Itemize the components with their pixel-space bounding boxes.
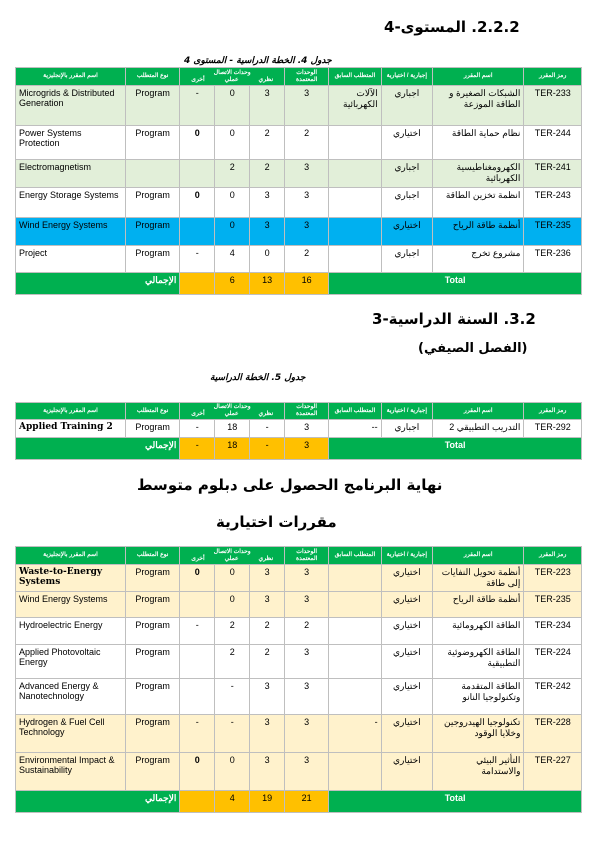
cell-type: اجباري (381, 86, 432, 126)
cell-code: TER-223 (524, 565, 582, 592)
header-theory: نظري (258, 555, 274, 562)
cell-credits: 3 (285, 160, 329, 188)
cell-theory: 3 (250, 679, 285, 715)
table-row (16, 753, 582, 791)
table-row (16, 246, 582, 273)
cell-credits: 3 (285, 679, 329, 715)
header-contact-hours (180, 403, 285, 420)
header-type: إجبارية / اختيارية (381, 68, 432, 86)
cell-practical: 0 (215, 188, 250, 218)
header-other: أخرى (191, 76, 205, 83)
cell-code: TER-243 (524, 188, 582, 218)
cell-practical: 2 (215, 618, 250, 645)
cell-type: اختياري (381, 679, 432, 715)
cell-credits: 3 (285, 188, 329, 218)
cell-prereq: الآلات الكهربائية (329, 86, 381, 126)
cell-name-en: Wind Energy Systems (16, 218, 126, 246)
cell-req: Program (125, 420, 179, 438)
cell-prereq (329, 753, 381, 791)
total-label-ar: الإجمالي (16, 791, 180, 813)
header-credits: الوحدات المعتمدة (285, 403, 329, 420)
cell-other (180, 679, 215, 715)
table-row (16, 188, 582, 218)
cell-req: Program (125, 618, 179, 645)
cell-prereq (329, 618, 381, 645)
cell-code: TER-233 (524, 86, 582, 126)
cell-practical: 2 (215, 160, 250, 188)
cell-name-ar: الطاقة الكهرومائية (433, 618, 524, 645)
table-row (16, 218, 582, 246)
cell-req: Program (125, 715, 179, 753)
cell-name-en: Energy Storage Systems (16, 188, 126, 218)
cell-prereq: -- (329, 420, 381, 438)
cell-theory: - (250, 420, 285, 438)
cell-credits: 3 (285, 753, 329, 791)
cell-theory: 3 (250, 218, 285, 246)
cell-credits: 2 (285, 618, 329, 645)
cell-practical: 4 (215, 246, 250, 273)
cell-prereq (329, 126, 381, 160)
header-row (16, 403, 582, 420)
table-row (16, 679, 582, 715)
cell-code: TER-236 (524, 246, 582, 273)
cell-name-ar: الطاقة المتقدمة وتكنولوجيا النانو (433, 679, 524, 715)
cell-code: TER-292 (524, 420, 582, 438)
cell-credits: 3 (285, 565, 329, 592)
cell-credits: 3 (285, 645, 329, 679)
table4-table (15, 67, 582, 295)
cell-prereq (329, 160, 381, 188)
cell-prereq (329, 188, 381, 218)
cell-name-ar: انظمة تخزين الطاقة (433, 188, 524, 218)
cell-name-en: Advanced Energy & Nanotechnology (16, 679, 126, 715)
cell-code: TER-228 (524, 715, 582, 753)
total-label-ar: الإجمالي (16, 438, 180, 460)
cell-type: اختياري (381, 645, 432, 679)
cell-req (125, 160, 179, 188)
cell-credits: 2 (285, 126, 329, 160)
cell-req: Program (125, 218, 179, 246)
header-contact-label: وحدات الاتصال (213, 69, 251, 76)
cell-code: TER-244 (524, 126, 582, 160)
cell-other (180, 218, 215, 246)
cell-req: Program (125, 753, 179, 791)
cell-req: Program (125, 126, 179, 160)
cell-credits: 2 (285, 246, 329, 273)
cell-theory: 2 (250, 645, 285, 679)
electives-heading: مقررات اختيارية (216, 513, 337, 531)
total-other (180, 273, 215, 295)
header-credits: الوحدات المعتمدة (285, 68, 329, 86)
cell-name-en: Microgrids & Distributed Generation (16, 86, 126, 126)
cell-name-en: Hydroelectric Energy (16, 618, 126, 645)
header-requirement: نوع المتطلب (125, 403, 179, 420)
cell-type: اجباري (381, 160, 432, 188)
cell-credits: 3 (285, 592, 329, 618)
cell-other: 0 (180, 565, 215, 592)
total-practical: 18 (215, 438, 250, 460)
header-practical: عملي (224, 411, 239, 417)
header-prereq: المتطلب السابق (329, 547, 381, 565)
header-type: إجبارية / اختيارية (381, 547, 432, 565)
total-theory: - (250, 438, 285, 460)
cell-name-en: Electromagnetism (16, 160, 126, 188)
header-theory: نظري (258, 76, 274, 83)
cell-req: Program (125, 86, 179, 126)
cell-prereq (329, 592, 381, 618)
cell-practical: 18 (215, 420, 250, 438)
cell-other: 0 (180, 753, 215, 791)
cell-credits: 3 (285, 86, 329, 126)
header-practical: عملي (224, 555, 239, 562)
header-name-en: اسم المقرر بالإنجليزية (16, 547, 126, 565)
cell-other: 0 (180, 126, 215, 160)
header-contact-hours (180, 68, 285, 86)
table-row (16, 160, 582, 188)
cell-req: Program (125, 188, 179, 218)
cell-name-ar: تكنولوجيا الهيدروجين وخلايا الوقود (433, 715, 524, 753)
header-row (16, 68, 582, 86)
header-contact-label: وحدات الاتصال (213, 548, 251, 555)
cell-name-ar: نظام حماية الطاقة (433, 126, 524, 160)
cell-name-ar: أنظمة تحويل النفايات إلى طاقة (433, 565, 524, 592)
header-name-ar: اسم المقرر (433, 68, 524, 86)
cell-name-en: Hydrogen & Fuel Cell Technology (16, 715, 126, 753)
cell-type: اجباري (381, 188, 432, 218)
cell-type: اختياري (381, 618, 432, 645)
cell-code: TER-242 (524, 679, 582, 715)
cell-code: TER-241 (524, 160, 582, 188)
cell-prereq (329, 218, 381, 246)
header-name-en: اسم المقرر بالإنجليزية (16, 68, 126, 86)
total-credits: 16 (285, 273, 329, 295)
cell-req: Program (125, 565, 179, 592)
cell-credits: 3 (285, 218, 329, 246)
header-prereq: المتطلب السابق (329, 403, 381, 420)
header-code: رمز المقرر (524, 68, 582, 86)
cell-theory: 3 (250, 592, 285, 618)
table-row (16, 86, 582, 126)
cell-other (180, 645, 215, 679)
header-contact-hours (180, 547, 285, 565)
cell-credits: 3 (285, 715, 329, 753)
header-prereq: المتطلب السابق (329, 68, 381, 86)
table-row (16, 126, 582, 160)
cell-other: - (180, 246, 215, 273)
total-row (16, 273, 582, 295)
program-end-heading: نهاية البرنامج الحصول على دبلوم متوسط (137, 476, 443, 494)
cell-type: اختياري (381, 753, 432, 791)
cell-practical: 2 (215, 645, 250, 679)
cell-theory: 0 (250, 246, 285, 273)
table5-caption: جدول 5. الخطة الدراسية (210, 373, 306, 383)
total-theory: 13 (250, 273, 285, 295)
header-name-en: اسم المقرر بالإنجليزية (16, 403, 126, 420)
cell-name-en: Waste-to-Energy Systems (16, 565, 126, 592)
total-practical: 6 (215, 273, 250, 295)
total-practical: 4 (215, 791, 250, 813)
cell-name-en: Project (16, 246, 126, 273)
total-label: Total (329, 273, 582, 295)
total-row (16, 438, 582, 460)
cell-code: TER-224 (524, 645, 582, 679)
cell-theory: 2 (250, 618, 285, 645)
table-row (16, 565, 582, 592)
table-row (16, 645, 582, 679)
summer-semester-heading: (الفصل الصيفي) (418, 341, 528, 356)
header-requirement: نوع المتطلب (125, 68, 179, 86)
cell-name-en: Applied Training 2 (16, 420, 126, 438)
cell-other: 0 (180, 188, 215, 218)
table4-caption: جدول 4. الخطة الدراسية - المستوى 4 (184, 56, 332, 66)
cell-practical: - (215, 715, 250, 753)
header-code: رمز المقرر (524, 547, 582, 565)
header-name-ar: اسم المقرر (433, 403, 524, 420)
cell-practical: 0 (215, 86, 250, 126)
cell-code: TER-234 (524, 618, 582, 645)
cell-prereq (329, 679, 381, 715)
cell-name-en: Power Systems Protection (16, 126, 126, 160)
cell-code: TER-235 (524, 218, 582, 246)
table-row (16, 420, 582, 438)
total-credits: 21 (285, 791, 329, 813)
cell-name-en: Environmental Impact & Sustainability (16, 753, 126, 791)
table6-table (15, 546, 582, 813)
table5-table (15, 402, 582, 460)
cell-practical: 0 (215, 565, 250, 592)
total-credits: 3 (285, 438, 329, 460)
header-other: أخرى (191, 555, 205, 562)
cell-theory: 2 (250, 160, 285, 188)
cell-code: TER-235 (524, 592, 582, 618)
cell-req: Program (125, 679, 179, 715)
cell-name-en: Wind Energy Systems (16, 592, 126, 618)
total-label: Total (329, 791, 582, 813)
section-heading-year3: 3.2. السنة الدراسية-3 (372, 310, 536, 328)
cell-theory: 2 (250, 126, 285, 160)
cell-name-ar: التأثير البيئي والاستدامة (433, 753, 524, 791)
total-label: Total (329, 438, 582, 460)
cell-credits: 3 (285, 420, 329, 438)
cell-name-ar: الكهرومغناطيسية الكهربائية (433, 160, 524, 188)
header-requirement: نوع المتطلب (125, 547, 179, 565)
cell-other: - (180, 420, 215, 438)
cell-req: Program (125, 592, 179, 618)
cell-other: - (180, 86, 215, 126)
cell-name-ar: الشبكات الصغيرة و الطاقة الموزعة (433, 86, 524, 126)
cell-theory: 3 (250, 753, 285, 791)
total-other: - (180, 438, 215, 460)
header-code: رمز المقرر (524, 403, 582, 420)
header-theory: نظري (258, 411, 274, 417)
cell-practical: 0 (215, 218, 250, 246)
cell-type: اختياري (381, 218, 432, 246)
cell-name-ar: مشروع تخرج (433, 246, 524, 273)
cell-practical: 0 (215, 592, 250, 618)
cell-practical: - (215, 679, 250, 715)
cell-type: اختياري (381, 126, 432, 160)
header-name-ar: اسم المقرر (433, 547, 524, 565)
cell-theory: 3 (250, 86, 285, 126)
total-label-ar: الإجمالي (16, 273, 180, 295)
cell-theory: 3 (250, 565, 285, 592)
cell-other (180, 160, 215, 188)
table-row (16, 592, 582, 618)
total-theory: 19 (250, 791, 285, 813)
cell-type: اختياري (381, 565, 432, 592)
table-row (16, 618, 582, 645)
cell-theory: 3 (250, 188, 285, 218)
header-row (16, 547, 582, 565)
cell-type: اختياري (381, 592, 432, 618)
cell-code: TER-227 (524, 753, 582, 791)
header-other: أخرى (191, 411, 205, 417)
cell-req: Program (125, 645, 179, 679)
table-row (16, 715, 582, 753)
cell-other: - (180, 618, 215, 645)
cell-name-ar: أنظمة طاقة الرياح (433, 218, 524, 246)
cell-type: اختياري (381, 715, 432, 753)
cell-prereq: - (329, 715, 381, 753)
cell-practical: 0 (215, 126, 250, 160)
cell-name-ar: الطاقة الكهروضوئية التطبيقية (433, 645, 524, 679)
cell-type: اجباري (381, 420, 432, 438)
cell-prereq (329, 565, 381, 592)
cell-prereq (329, 645, 381, 679)
header-contact-label: وحدات الاتصال (213, 404, 251, 410)
cell-theory: 3 (250, 715, 285, 753)
cell-other (180, 592, 215, 618)
cell-practical: 0 (215, 753, 250, 791)
cell-other: - (180, 715, 215, 753)
header-credits: الوحدات المعتمدة (285, 547, 329, 565)
cell-name-ar: أنظمة طاقة الرياح (433, 592, 524, 618)
cell-type: اجباري (381, 246, 432, 273)
total-other (180, 791, 215, 813)
section-heading-level4: 2.2.2. المستوى-4 (384, 18, 520, 36)
cell-name-en: Applied Photovoltaic Energy (16, 645, 126, 679)
total-row (16, 791, 582, 813)
header-practical: عملي (224, 76, 239, 83)
cell-req: Program (125, 246, 179, 273)
header-type: إجبارية / اختيارية (381, 403, 432, 420)
cell-prereq (329, 246, 381, 273)
cell-name-ar: التدريب التطبيقي 2 (433, 420, 524, 438)
